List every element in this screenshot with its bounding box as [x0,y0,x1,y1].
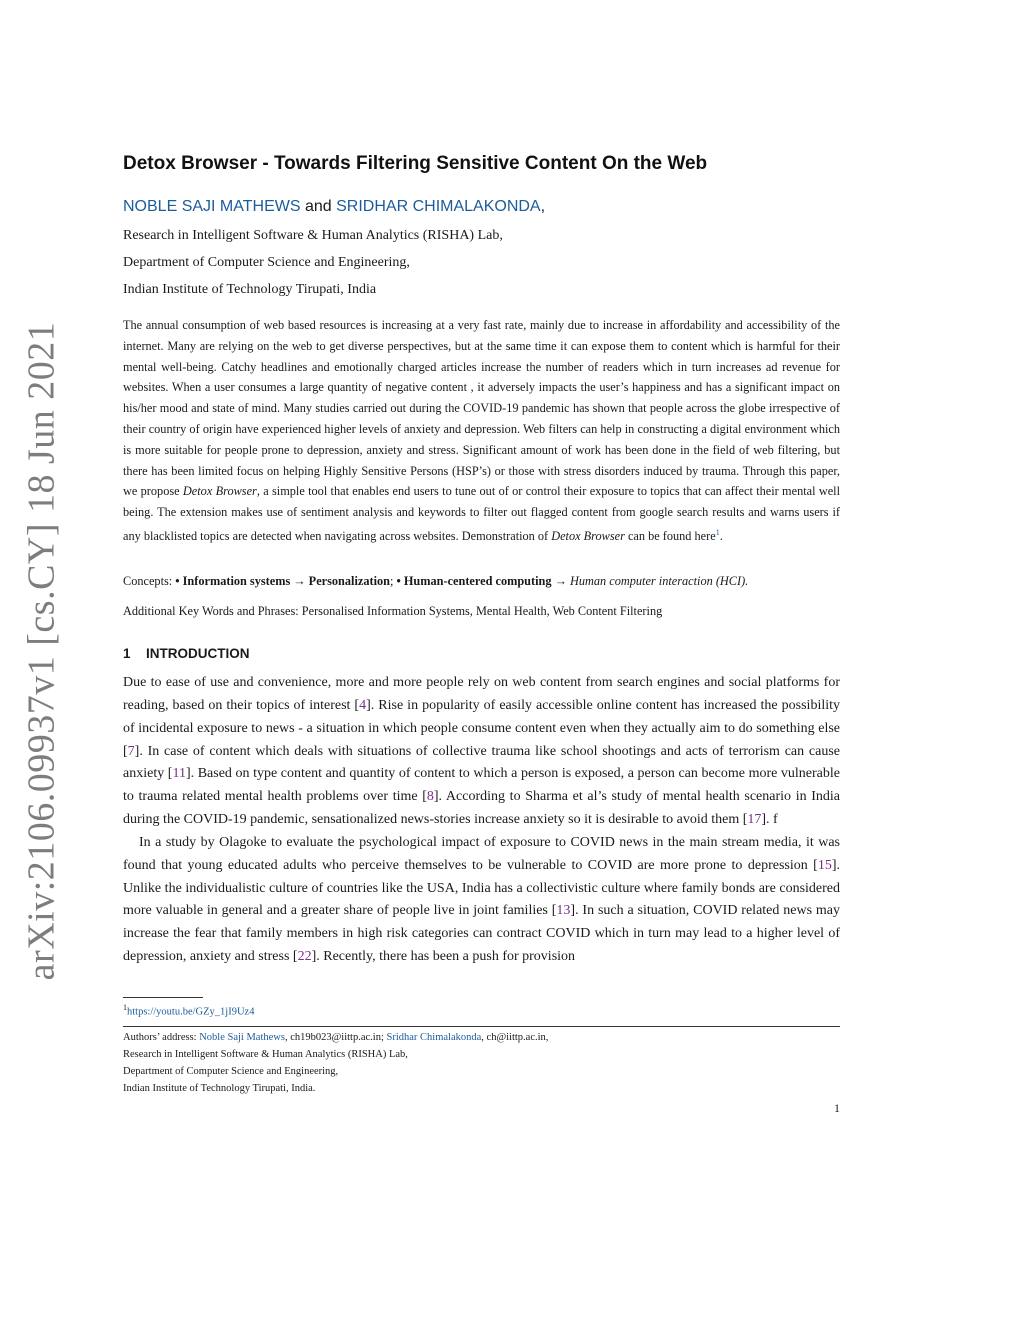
intro-text: ]. Unlike the individualistic culture of countries like the USA, India has a collectivistic culture where family bonds are considered more valuable in general and a greater share of people live in joint families [ [123,857,840,919]
citation-link[interactable]: 17 [747,812,762,828]
authors-address-line [123,1032,548,1043]
abstract-text-1: The annual consumption of web based resources is increasing at a very fast rate, mainly due to increase in affordability and accessibility of the internet. Many are relying on the web to get diverse perspectives, but at the same time it can expose them to content which is harmful for their mental well-being. Catchy headlines and emotionally charged articles increase the number of readers which in turn increases ad revenue for websites. When a user consumes a large quantity of negative content , it adversely impacts the user’s happiness and has a significant impact on his/her mood and state of mind. Many studies carried out during the COVID-19 pandemic has shown that people across the globe irrespective of their country of origin have experienced higher levels of anxiety and depression. Web filters can help in constructing a digital environment which is more suitable for people prone to depression, anxiety and stress. Significant amount of work has been done in the field of web filtering, but there has been limited focus on helping Highly Sensitive Persons (HSP’s) or those with stress disorders induced by trauma. Through this paper, we propose [123,318,840,499]
abstract [123,315,840,547]
intro-text: ]. Recently, there has been a push for provision [311,949,576,965]
concepts-label: Concepts: [123,574,176,588]
intro-text: Due to ease of use and convenience, more and more people rely on web content from search engines and social platforms for reading, based on their topics of interest [ [123,675,840,713]
abstract-text-2: , a simple tool that enables end users to tune out of or control their exposure to topics that can affect their mental well being. The extension makes use of sentiment analysis and keywords to filter out flagged content from google search results and warns users if any blacklisted topics are detected when navigating across websites. Demonstration of [123,484,840,544]
paper-title: Detox Browser - Towards Filtering Sensitive Content On the Web [123,153,708,174]
footnote-divider [123,997,203,998]
citation-link[interactable]: 13 [556,903,571,919]
concept-information-systems: • Information systems → Personalization [175,574,390,588]
intro-text: ]. According to Sharma et al’s study of mental health scenario in India during the COVID-19 pandemic, sensationalized news-stories increase anxiety so it is desirable to avoid them [ [123,789,840,828]
citation-link[interactable]: 8 [426,789,434,805]
abstract-tool-name: Detox Browser [182,484,257,499]
author-link-noble[interactable]: NOBLE SAJI MATHEWS [123,198,301,215]
ccs-concepts [123,574,840,589]
intro-text: ]. f [761,812,778,828]
address-author-link-noble[interactable]: Noble Saji Mathews [199,1032,285,1043]
page-number: 1 [834,1101,840,1115]
intro-text: ]. Rise in popularity of easily accessible online content has increased the possibility of incidental exposure to news - a situation in which people consume content even when they actually aim to do something else [ [123,697,840,759]
intro-text: ]. In such a situation, COVID related news may increase the fear that family members in high risk categories can contract COVID which in turn may lead to a higher level of depression, anxiety and stress [ [123,903,840,965]
footnote-url-link[interactable]: https://youtu.be/GZy_1jI9Uz4 [127,1006,255,1018]
address-email-noble: , ch19b023@iittp.ac.in; [284,1032,387,1043]
section-number: 1 [123,646,131,661]
address-author-link-sridhar[interactable]: Sridhar Chimalakonda [386,1032,482,1043]
address-email-sridhar: , ch@iittp.ac.in, [481,1032,549,1043]
address-lab: Research in Intelligent Software & Human Analytics (RISHA) Lab, [123,1049,408,1060]
affiliation-institute: Indian Institute of Technology Tirupati, India [123,282,377,297]
intro-text: ]. Based on type content and quantity of content to which a person is exposed, a person can become more vulnerable to trauma related mental health problems over time [ [123,766,841,805]
citation-link[interactable]: 22 [297,949,312,965]
concept-hci: Human computer interaction (HCI). [569,574,749,588]
section-title: INTRODUCTION [146,646,250,661]
author-conjunction: and [304,198,332,215]
affiliation-lab: Research in Intelligent Software & Human Analytics (RISHA) Lab, [123,228,503,243]
intro-paragraph-2 [123,832,840,969]
concept-arrow: → [551,574,570,588]
footnote-ref-1[interactable]: 1 [715,527,720,537]
intro-text: In a study by Olagoke to evaluate the psychological impact of exposure to COVID news in the main stream media, it was found that young educated adults who perceive themselves to be vulnerable to COVID are more prone to depression [ [123,834,840,873]
footnote-mark: 1 [123,1003,127,1012]
address-department: Department of Computer Science and Engineering, [123,1066,339,1077]
keywords: Additional Key Words and Phrases: Personalised Information Systems, Mental Health, Web Content Filtering [123,604,663,618]
citation-link[interactable]: 7 [127,743,135,759]
affiliation-department: Department of Computer Science and Engineering, [123,255,410,270]
citation-link[interactable]: 4 [359,697,367,713]
author-trailing-comma: , [540,198,546,215]
arxiv-identifier-text: arXiv:2106.09937v1 [cs.CY] 18 Jun 2021 [20,321,62,981]
address-label: Authors’ address: [123,1032,200,1043]
section-heading-introduction [123,646,250,661]
introduction-body [123,672,840,969]
citation-link[interactable]: 11 [172,766,186,782]
address-institute: Indian Institute of Technology Tirupati, India. [123,1083,316,1094]
footnote [123,1003,254,1018]
intro-text: ]. In case of content which deals with situations of collective trauma like school shootings and acts of terrorism can cause anxiety [ [123,743,840,782]
author-line [123,198,545,216]
citation-link[interactable]: 15 [817,857,832,873]
abstract-tool-name-2: Detox Browser [551,529,625,544]
abstract-period: . [719,529,723,544]
arxiv-identifier-stamp [20,321,62,981]
address-divider [123,1026,840,1027]
abstract-text-3: can be found here [624,529,716,544]
concepts-separator: ; [389,574,397,588]
intro-paragraph-1 [123,672,840,832]
concept-human-centered: • Human-centered computing [396,574,552,588]
author-link-sridhar[interactable]: SRIDHAR CHIMALAKONDA [336,198,541,215]
